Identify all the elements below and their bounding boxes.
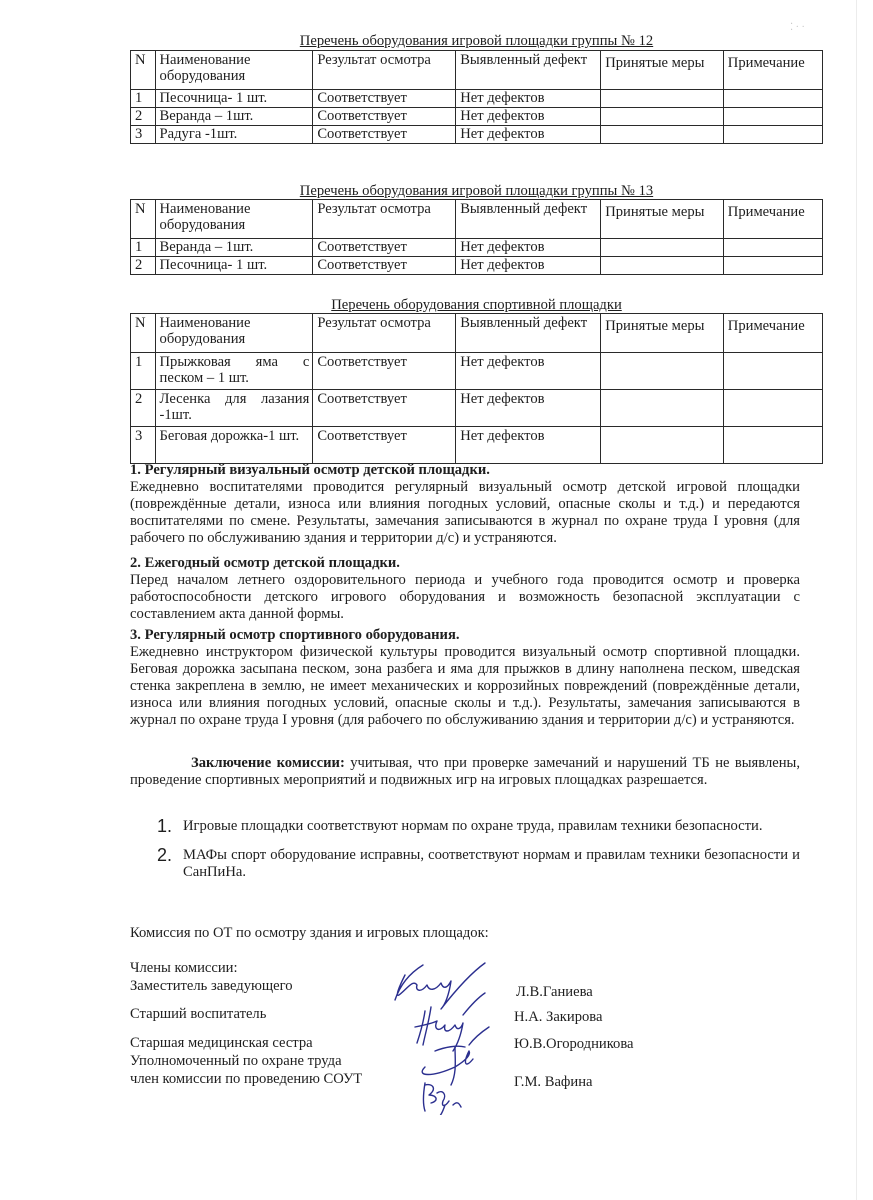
header-result: Результат осмотра bbox=[313, 200, 456, 239]
cell-note bbox=[723, 353, 822, 390]
equipment-table-group-13 bbox=[130, 199, 823, 275]
table-row bbox=[131, 126, 823, 144]
cell-name: Прыжковая яма с песком – 1 шт. bbox=[155, 353, 313, 390]
section-heading: 1. Регулярный визуальный осмотр детской площадки. bbox=[130, 462, 490, 478]
cell-name: Веранда – 1шт. bbox=[155, 239, 313, 257]
cell-note bbox=[723, 257, 822, 275]
members-label: Члены комиссии: bbox=[130, 960, 238, 976]
cell-result: Соответствует bbox=[313, 239, 456, 257]
cell-result: Соответствует bbox=[313, 108, 456, 126]
section-sports-inspection bbox=[130, 627, 800, 729]
list-item bbox=[157, 845, 800, 881]
equipment-table-sports bbox=[130, 313, 823, 464]
section-heading: 2. Ежегодный осмотр детской площадки. bbox=[130, 555, 400, 571]
section-body: Перед началом летнего оздоровительного периода и учебного года проводится осмотр и проверка работоспособности детского игрового оборудования и возможность безопасной эксплуатации с составлением акта данной формы. bbox=[130, 572, 800, 622]
cell-defect: Нет дефектов bbox=[456, 427, 601, 464]
table-row bbox=[131, 427, 823, 464]
header-result: Результат осмотра bbox=[313, 51, 456, 90]
cell-n: 2 bbox=[131, 390, 156, 427]
equipment-table-group-12 bbox=[130, 50, 823, 144]
table-header-row bbox=[131, 200, 823, 239]
cell-name: Веранда – 1шт. bbox=[155, 108, 313, 126]
member-name: Г.М. Вафина bbox=[514, 1074, 593, 1090]
table-row bbox=[131, 108, 823, 126]
cell-n: 3 bbox=[131, 427, 156, 464]
section-annual-inspection bbox=[130, 555, 800, 623]
cell-name: Песочница- 1 шт. bbox=[155, 257, 313, 275]
header-n: N bbox=[131, 200, 156, 239]
header-measures: Принятые меры bbox=[601, 314, 724, 353]
cell-note bbox=[723, 239, 822, 257]
list-number: 2. bbox=[157, 845, 173, 865]
cell-defect: Нет дефектов bbox=[456, 353, 601, 390]
cell-note bbox=[723, 126, 822, 144]
header-result: Результат осмотра bbox=[313, 314, 456, 353]
signature-ogorodnikova bbox=[422, 1027, 489, 1085]
header-note: Примечание bbox=[723, 314, 822, 353]
member-role: Заместитель заведующего bbox=[130, 978, 293, 994]
cell-name: Лесенка для лазания -1шт. bbox=[155, 390, 313, 427]
cell-n: 1 bbox=[131, 239, 156, 257]
cell-n: 2 bbox=[131, 108, 156, 126]
header-name: Наименование оборудования bbox=[155, 51, 313, 90]
table-row bbox=[131, 90, 823, 108]
section-heading: 3. Регулярный осмотр спортивного оборудования. bbox=[130, 627, 460, 643]
header-note: Примечание bbox=[723, 51, 822, 90]
header-note: Примечание bbox=[723, 200, 822, 239]
table-header-row bbox=[131, 314, 823, 353]
page-edge bbox=[856, 0, 857, 1200]
cell-measures bbox=[601, 427, 724, 464]
cell-result: Соответствует bbox=[313, 257, 456, 275]
cell-result: Соответствует bbox=[313, 390, 456, 427]
table-row bbox=[131, 239, 823, 257]
cell-n: 3 bbox=[131, 126, 156, 144]
table-header-row bbox=[131, 51, 823, 90]
header-measures: Принятые меры bbox=[601, 200, 724, 239]
member-role: Старший воспитатель bbox=[130, 1006, 267, 1022]
cell-defect: Нет дефектов bbox=[456, 90, 601, 108]
header-measures: Принятые меры bbox=[601, 51, 724, 90]
table-title-group-12: Перечень оборудования игровой площадки группы № 12 bbox=[299, 33, 654, 49]
list-text: Игровые площадки соответствуют нормам по охране труда, правилам техники безопасности. bbox=[183, 818, 763, 834]
header-n: N bbox=[131, 314, 156, 353]
cell-note bbox=[723, 390, 822, 427]
section-body: Ежедневно воспитателями проводится регулярный визуальный осмотр детской игровой площадки (повреждённые детали, износа или влияния погодных условий, опасные сколы и т.д.) и передаются воспитателями по смене. Результаты, замечания записываются в журнал по охране труда I уровня (для рабочего по обслуживанию здания и территории д/с) и устраняются. bbox=[130, 479, 800, 546]
signature-vafina bbox=[424, 1083, 462, 1115]
table-row bbox=[131, 390, 823, 427]
cell-result: Соответствует bbox=[313, 427, 456, 464]
cell-name: Радуга -1шт. bbox=[155, 126, 313, 144]
signature-ganieva bbox=[395, 963, 485, 1009]
cell-measures bbox=[601, 239, 724, 257]
scan-speck: ⁚ · · bbox=[790, 22, 805, 33]
cell-note bbox=[723, 90, 822, 108]
member-role: член комиссии по проведению СОУТ bbox=[130, 1071, 363, 1087]
cell-result: Соответствует bbox=[313, 353, 456, 390]
cell-note bbox=[723, 427, 822, 464]
conclusion-label: Заключение комиссии: bbox=[191, 755, 345, 771]
member-name: Л.В.Ганиева bbox=[516, 984, 593, 1000]
cell-measures bbox=[601, 108, 724, 126]
member-role: Старшая медицинская сестра bbox=[130, 1035, 313, 1051]
cell-result: Соответствует bbox=[313, 126, 456, 144]
section-body: Ежедневно инструктором физической культуры проводится визуальный осмотр спортивной площадки. Беговая дорожка засыпана песком, зона разбега и яма для прыжков в длину наполнена песком, шведская стенка закреплена в землю, не имеет механических и коррозийных повреждений (повреждённые детали, износа или влияния погодных условий, опасные сколы и т.д.). Результаты, замечания записываются в журнал по охране труда I уровня (для рабочего по обслуживанию здания и территории д/с) и устраняются. bbox=[130, 644, 800, 728]
cell-defect: Нет дефектов bbox=[456, 239, 601, 257]
header-n: N bbox=[131, 51, 156, 90]
commission-conclusion bbox=[130, 755, 800, 789]
header-defect: Выявленный дефект bbox=[456, 51, 601, 90]
signatures bbox=[385, 955, 515, 1115]
cell-name: Песочница- 1 шт. bbox=[155, 90, 313, 108]
conclusion-list bbox=[157, 816, 800, 890]
member-name: Н.А. Закирова bbox=[514, 1009, 603, 1025]
cell-measures bbox=[601, 390, 724, 427]
signature-zakirova bbox=[415, 993, 485, 1051]
list-number: 1. bbox=[157, 816, 173, 836]
list-text: МАФы спорт оборудование исправны, соответствуют нормам и правилам техники безопасности и СанПиНа. bbox=[183, 847, 800, 880]
section-daily-inspection bbox=[130, 462, 800, 547]
conclusion-text: учитывая, что при проверке замечаний и нарушений ТБ не выявлены, проведение спортивных мероприятий и подвижных игр на игровых площадках разрешается. bbox=[130, 755, 800, 788]
cell-measures bbox=[601, 126, 724, 144]
cell-result: Соответствует bbox=[313, 90, 456, 108]
cell-defect: Нет дефектов bbox=[456, 126, 601, 144]
list-item bbox=[157, 816, 800, 836]
header-name: Наименование оборудования bbox=[155, 200, 313, 239]
commission-title: Комиссия по ОТ по осмотру здания и игровых площадок: bbox=[130, 925, 489, 941]
header-defect: Выявленный дефект bbox=[456, 314, 601, 353]
cell-measures bbox=[601, 257, 724, 275]
cell-n: 2 bbox=[131, 257, 156, 275]
table-title-sports: Перечень оборудования спортивной площадки bbox=[331, 297, 622, 313]
table-row bbox=[131, 353, 823, 390]
header-name: Наименование оборудования bbox=[155, 314, 313, 353]
member-name: Ю.В.Огородникова bbox=[514, 1036, 634, 1052]
cell-note bbox=[723, 108, 822, 126]
cell-n: 1 bbox=[131, 90, 156, 108]
cell-defect: Нет дефектов bbox=[456, 108, 601, 126]
table-title-group-13: Перечень оборудования игровой площадки группы № 13 bbox=[299, 183, 654, 199]
header-defect: Выявленный дефект bbox=[456, 200, 601, 239]
cell-n: 1 bbox=[131, 353, 156, 390]
table-row bbox=[131, 257, 823, 275]
cell-measures bbox=[601, 353, 724, 390]
member-role: Уполномоченный по охране труда bbox=[130, 1053, 342, 1069]
cell-name: Беговая дорожка-1 шт. bbox=[155, 427, 313, 464]
cell-defect: Нет дефектов bbox=[456, 390, 601, 427]
cell-measures bbox=[601, 90, 724, 108]
cell-defect: Нет дефектов bbox=[456, 257, 601, 275]
